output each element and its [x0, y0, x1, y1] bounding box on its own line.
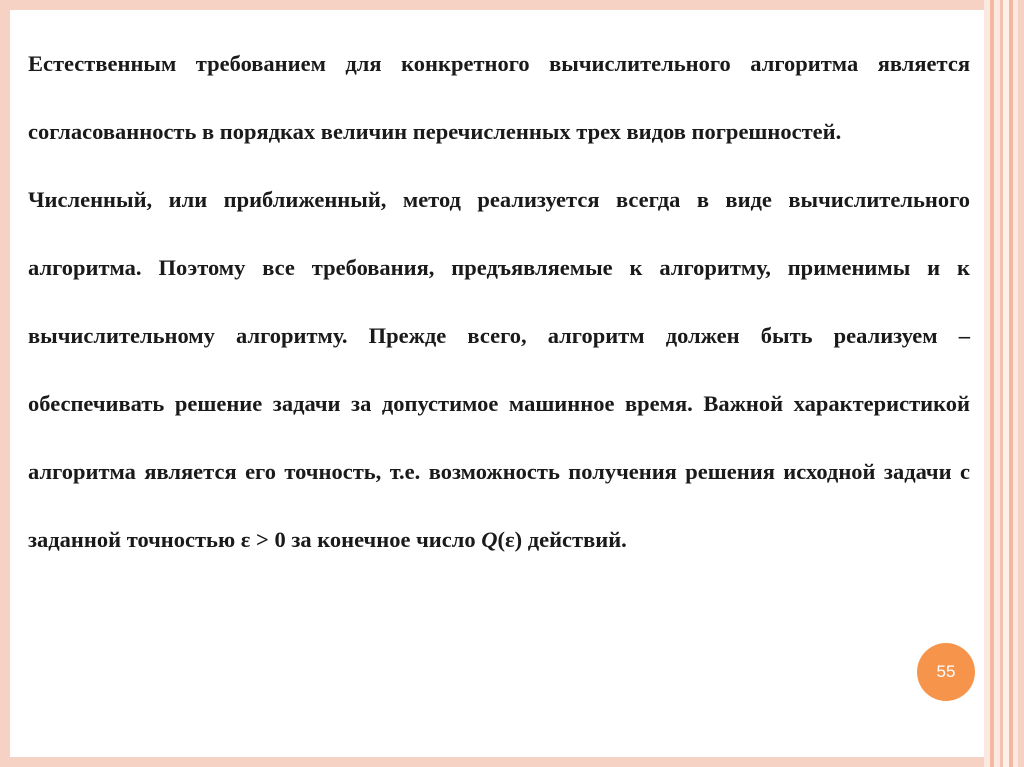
page-number-badge: 55	[917, 643, 975, 701]
paragraph-requirement: Естественным требованием для конкретного вычислительного алгоритма является согласованность в порядках величин перечисленных трех видов погрешностей.	[28, 51, 970, 144]
slide-frame-left	[0, 0, 10, 767]
math-q-symbol: Q	[481, 527, 498, 552]
slide-content	[28, 30, 970, 574]
math-q-argument: (ε)	[497, 527, 523, 552]
decorative-stripes	[984, 0, 1024, 767]
paragraph-numerical-method-end: действий.	[522, 527, 627, 552]
paragraph-numerical-method-text: Численный, или приближенный, метод реализуется всегда в виде вычислительного алгоритма. Поэтому все требования, предъявляемые к алгоритму, применимы и к вычислительному алгоритму. Прежде всего, алгоритм должен быть реализуем – обеспечивать решение задачи за допустимое машинное время. Важной характеристикой алгоритма является его точность, т.е. возможность получения решения исходной задачи с заданной точностью ε > 0 за конечное число	[28, 187, 970, 552]
slide-frame-top	[0, 0, 1024, 10]
paragraph-numerical-method	[28, 166, 970, 574]
slide-frame-bottom	[0, 757, 1024, 767]
